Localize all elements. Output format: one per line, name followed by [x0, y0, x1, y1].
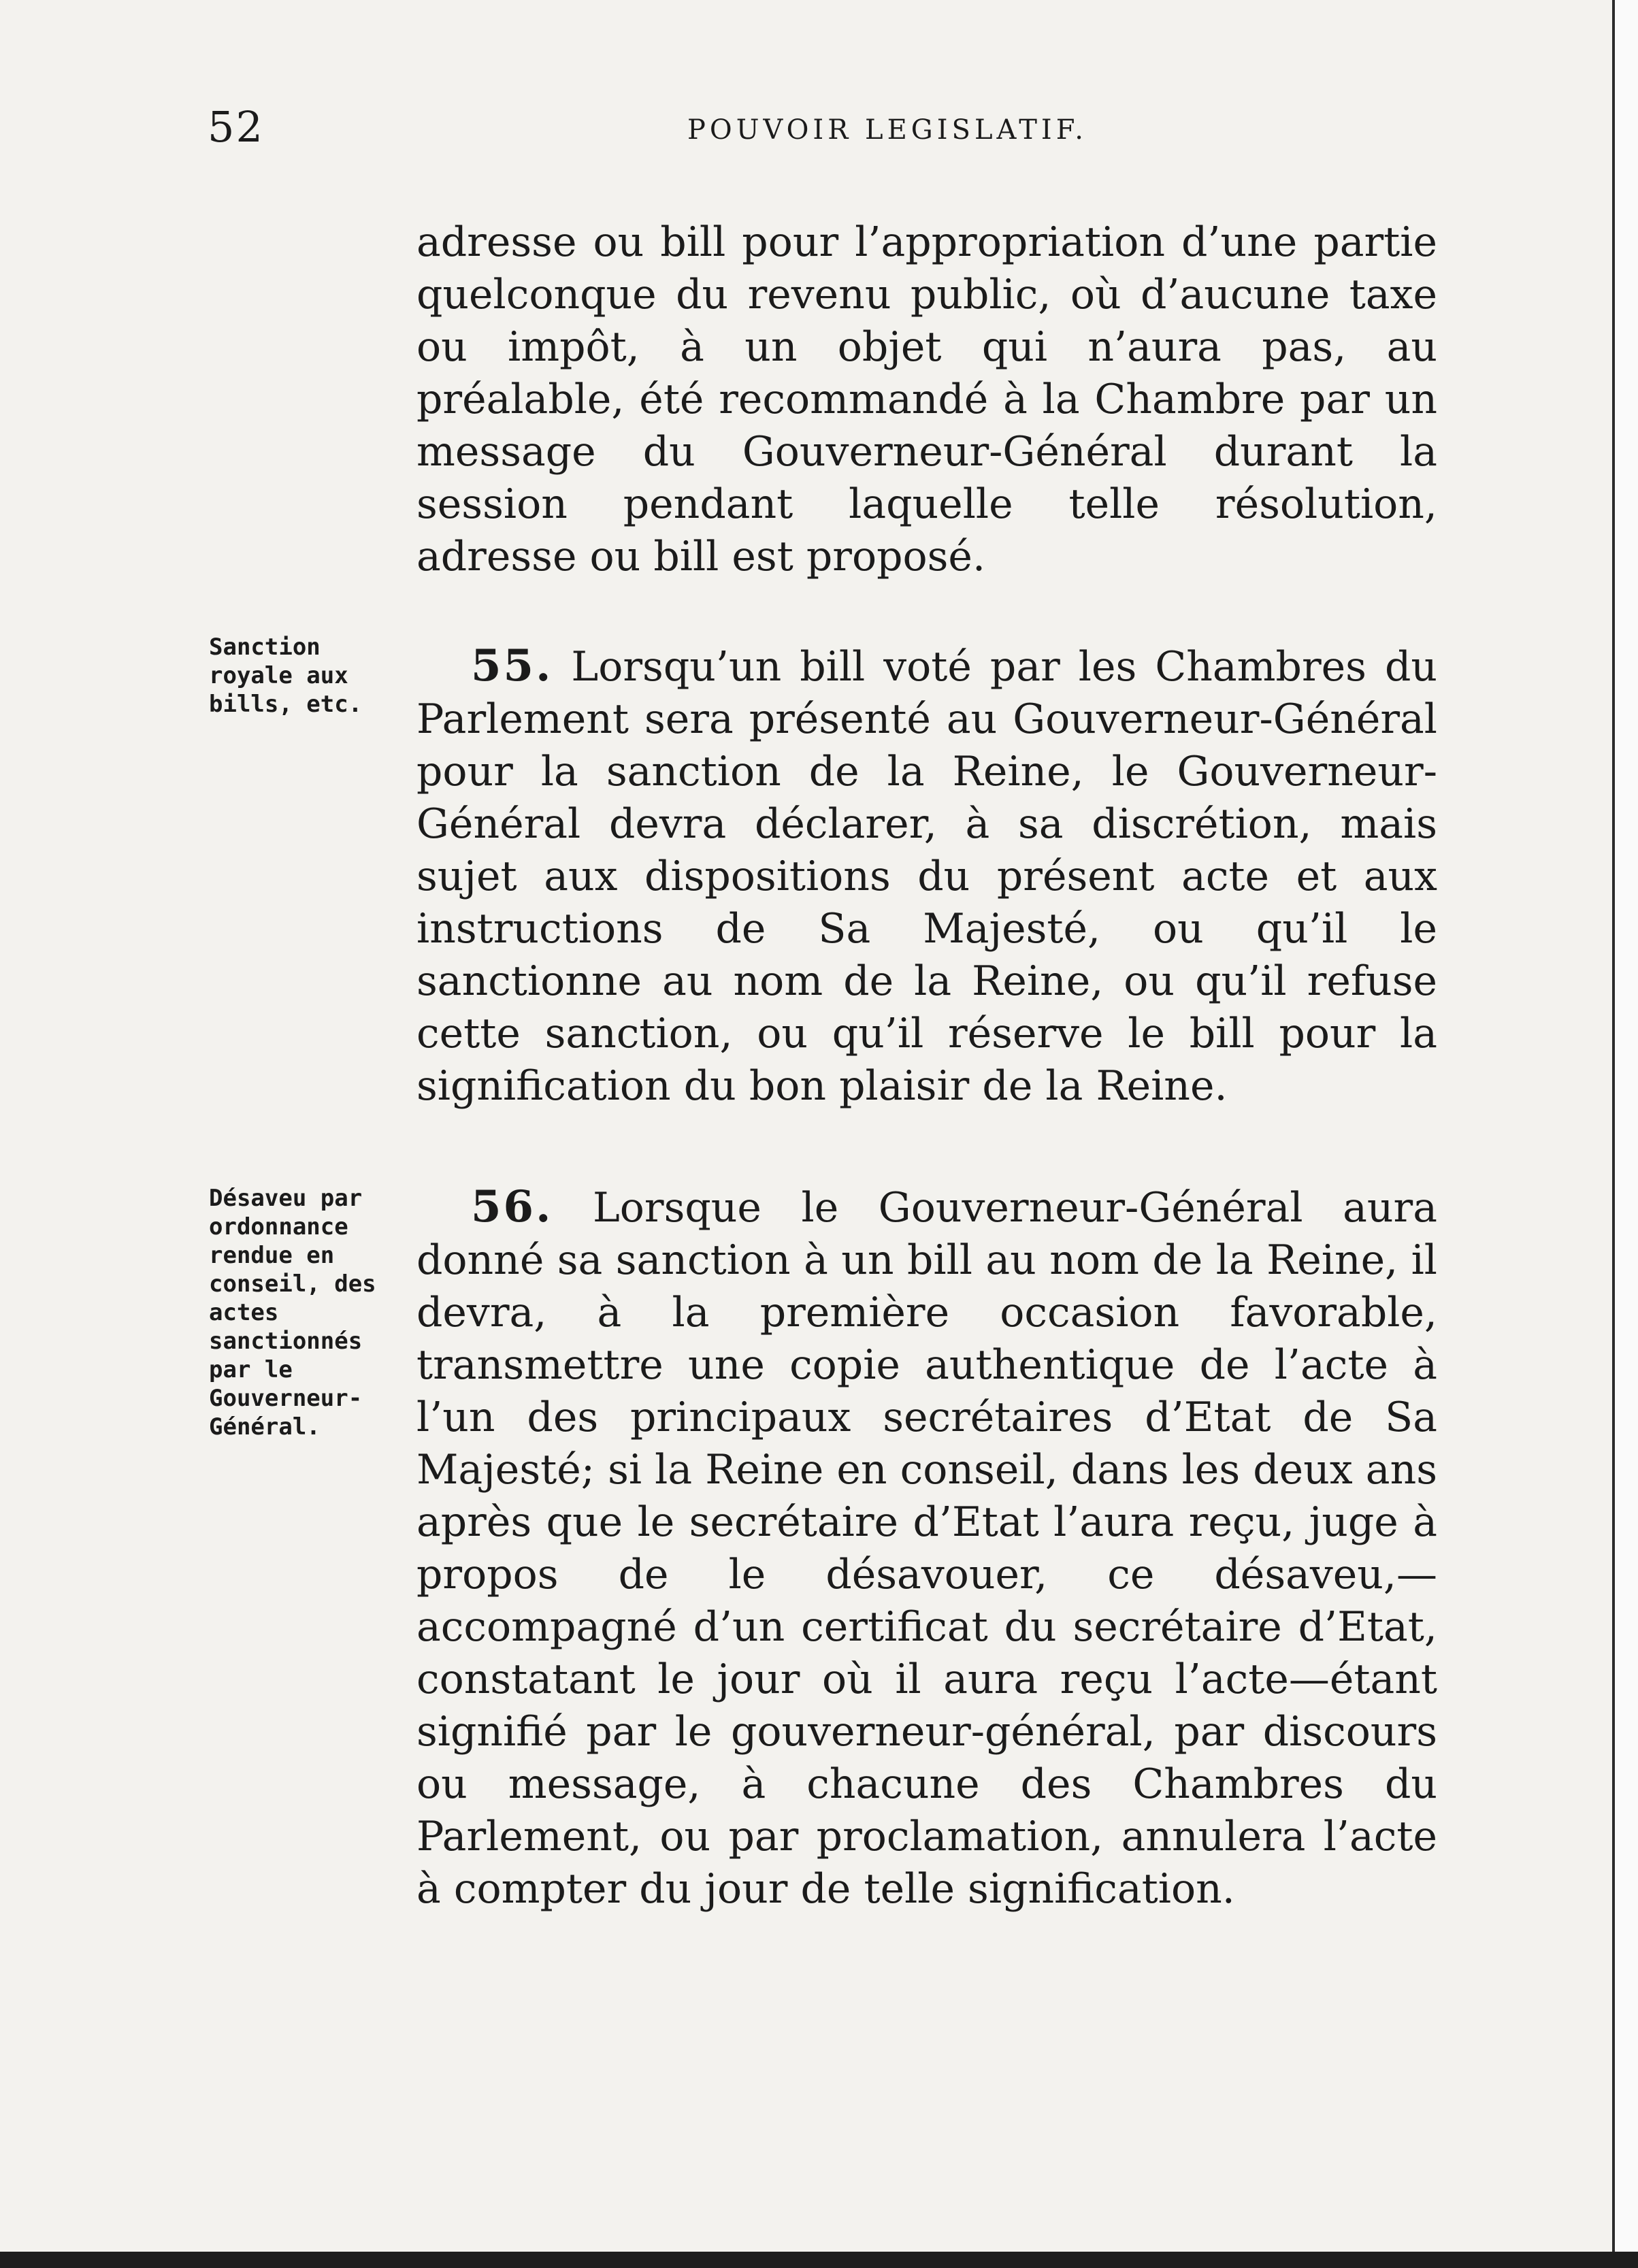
page-number: 52: [208, 102, 264, 152]
paragraph-text: adresse ou bill pour l’appropriation d’une partie quelconque du revenu public, où d’aucune taxe ou impôt, à un objet qui n’aura pas, au préalable, été recommandé à la Chambre par un message du Gouverneur-Général durant la session pendant laquelle telle résolution, adresse ou bill est proposé.: [416, 218, 1437, 580]
marginal-note-section-55: Sanction royale aux bills, etc.: [209, 634, 363, 718]
marginal-note-section-56: Désaveu par ordonnance rendue en conseil, des actes sanctionnés par le Gouverneur-Général.: [209, 1185, 376, 1441]
page-header: [208, 102, 1378, 163]
section-56: [416, 1181, 1437, 1970]
paragraph-continued: [416, 216, 1437, 597]
running-head: POUVOIR LEGISLATIF.: [687, 114, 1087, 146]
section-number: 56.: [471, 1181, 553, 1232]
section-number: 55.: [471, 640, 553, 691]
section-text: Lorsqu’un bill voté par les Chambres du Parlement sera présenté au Gouverneur-Général pour la sanction de la Reine, le Gouverneur-Général devra déclarer, à sa discrétion, mais sujet aux dispositions du présent acte et aux instructions de Sa Majesté, ou qu’il le sanctionne au nom de la Reine, ou qu’il refuse cette sanction, ou qu’il réserve le bill pour la signification du bon plaisir de la Reine.: [416, 643, 1437, 1110]
page-right-edge: [1612, 0, 1638, 2268]
section-55: [416, 640, 1437, 1130]
section-text: Lorsque le Gouverneur-Général aura donné sa sanction à un bill au nom de la Reine, il devra, à la première occasion favorable, transmettre une copie authentique de l’acte à l’un des principaux secrétaires d’Etat de Sa Majesté; si la Reine en conseil, dans les deux ans après que le secrétaire d’Etat l’aura reçu, juge à propos de le désavouer, ce désaveu,—accompagné d’un certificat du secrétaire d’Etat, constatant le jour où il aura reçu l’acte—étant signifié par le gouverneur-général, par discours ou message, à chacune des Chambres du Parlement, ou par proclamation, annulera l’acte à compter du jour de telle signification.: [416, 1184, 1437, 1913]
page-bottom-edge: [0, 2252, 1638, 2268]
